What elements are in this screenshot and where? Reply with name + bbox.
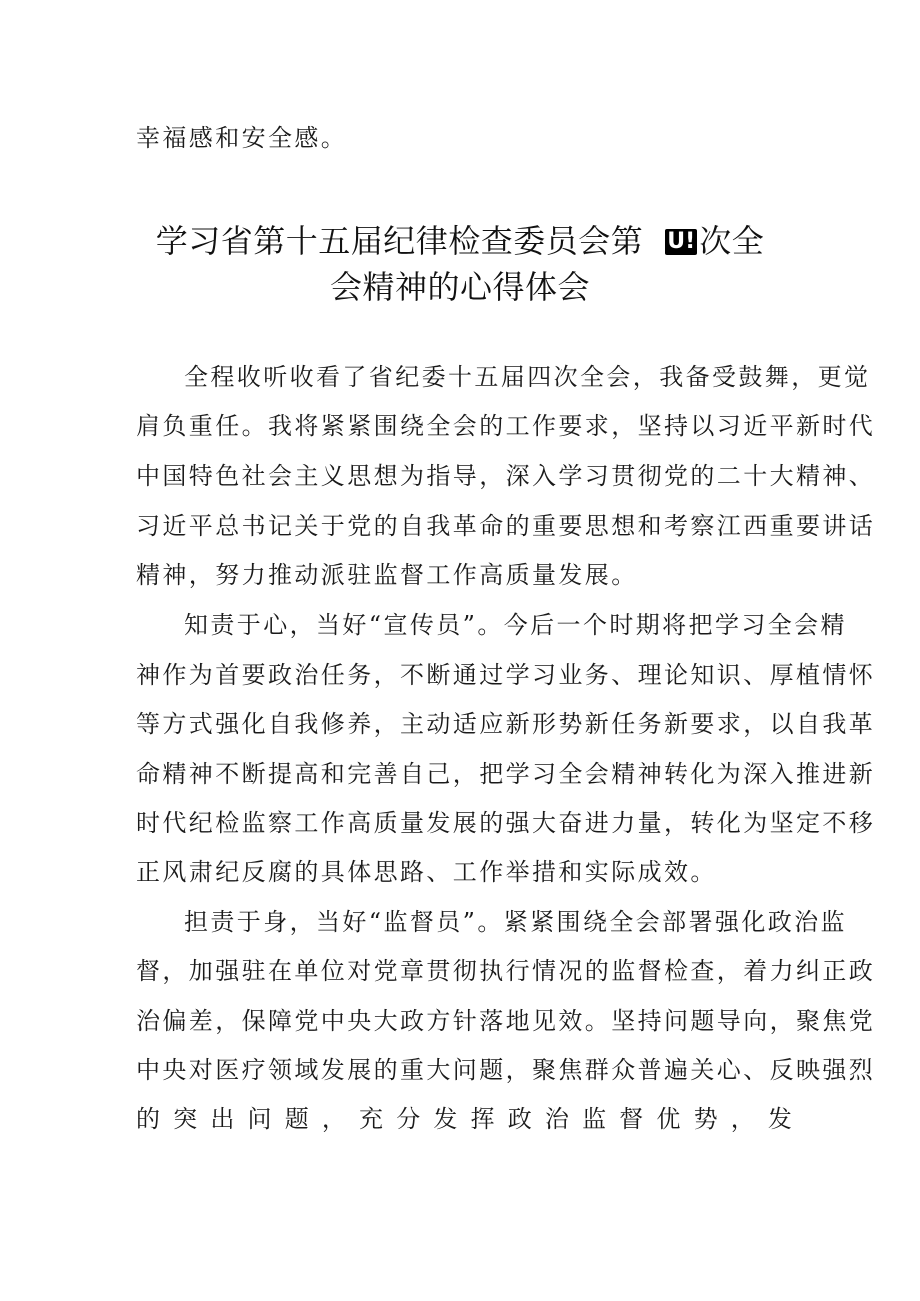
- justified-char: 充: [359, 1105, 384, 1133]
- justified-char: 出: [210, 1105, 235, 1133]
- justified-char: 发: [767, 1105, 792, 1133]
- justified-char: 分: [396, 1105, 421, 1133]
- justified-char: 的: [136, 1105, 160, 1133]
- paragraph-2-line-3: 等方式强化自我修养，主动适应新形势新任务新要求，以自我革: [136, 710, 876, 738]
- justified-char: 监: [582, 1105, 607, 1133]
- paragraph-1-line-4: 习近平总书记关于党的自我革命的重要思想和考察江西重要讲话: [136, 512, 876, 540]
- paragraph-3-line-5: [136, 1104, 792, 1134]
- title-text-part-1: 学习省第十五届纪律检查委员会第: [155, 222, 644, 260]
- paragraph-1-line-5: 精神，努力推动派驻监督工作高质量发展。: [136, 561, 638, 589]
- justified-char: ，: [730, 1105, 755, 1133]
- paragraph-3-line-1: 担责于身，当好“监督员”。紧紧围绕全会部署强化政治监: [184, 908, 847, 936]
- justified-char: 发: [433, 1105, 458, 1133]
- justified-char: 题: [284, 1105, 309, 1133]
- carryover-line: 幸福感和安全感。: [136, 124, 348, 152]
- paragraph-2-line-1: 知责于心，当好“宣传员”。今后一个时期将把学习全会精: [184, 611, 847, 639]
- justified-char: 优: [656, 1105, 681, 1133]
- justified-char: 治: [544, 1105, 569, 1133]
- title-text-part-2: 次全: [699, 222, 765, 260]
- justified-char: 势: [693, 1105, 718, 1133]
- paragraph-1-line-2: 肩负重任。我将紧紧围绕全会的工作要求，坚持以习近平新时代: [136, 412, 876, 440]
- justified-char: 政: [507, 1105, 532, 1133]
- justified-char: 突: [173, 1105, 198, 1133]
- paragraph-3-line-4: 中央对医疗领域发展的重大问题，聚焦群众普遍关心、反映强烈: [136, 1056, 876, 1084]
- paragraph-1-line-1: 全程收听收看了省纪委十五届四次全会，我备受鼓舞，更觉: [184, 363, 871, 391]
- paragraph-3-line-2: 督，加强驻在单位对党章贯彻执行情况的监督检查，着力纠正政: [136, 957, 876, 985]
- paragraph-2-line-4: 命精神不断提高和完善自己，把学习全会精神转化为深入推进新: [136, 760, 876, 788]
- justified-char: 督: [619, 1105, 644, 1133]
- paragraph-2-line-5: 时代纪检监察工作高质量发展的强大奋进力量，转化为坚定不移: [136, 809, 876, 837]
- paragraph-2-line-6: 正风肃纪反腐的具体思路、工作举措和实际成效。: [136, 858, 717, 886]
- justified-char: ，: [321, 1105, 346, 1133]
- paragraph-3-line-3: 治偏差，保障党中央大政方针落地见效。坚持问题导向，聚焦党: [136, 1007, 876, 1035]
- paragraph-1-line-3: 中国特色社会主义思想为指导，深入学习贯彻党的二十大精神、: [136, 462, 876, 490]
- justified-char: 问: [247, 1105, 272, 1133]
- title-number-mark: U!: [667, 229, 696, 254]
- document-title-line-2: 会精神的心得体会: [329, 268, 590, 306]
- paragraph-2-line-2: 神作为首要政治任务，不断通过学习业务、理论知识、厚植情怀: [136, 661, 876, 689]
- document-title-line-1: [0, 220, 920, 262]
- justified-char: 挥: [470, 1105, 495, 1133]
